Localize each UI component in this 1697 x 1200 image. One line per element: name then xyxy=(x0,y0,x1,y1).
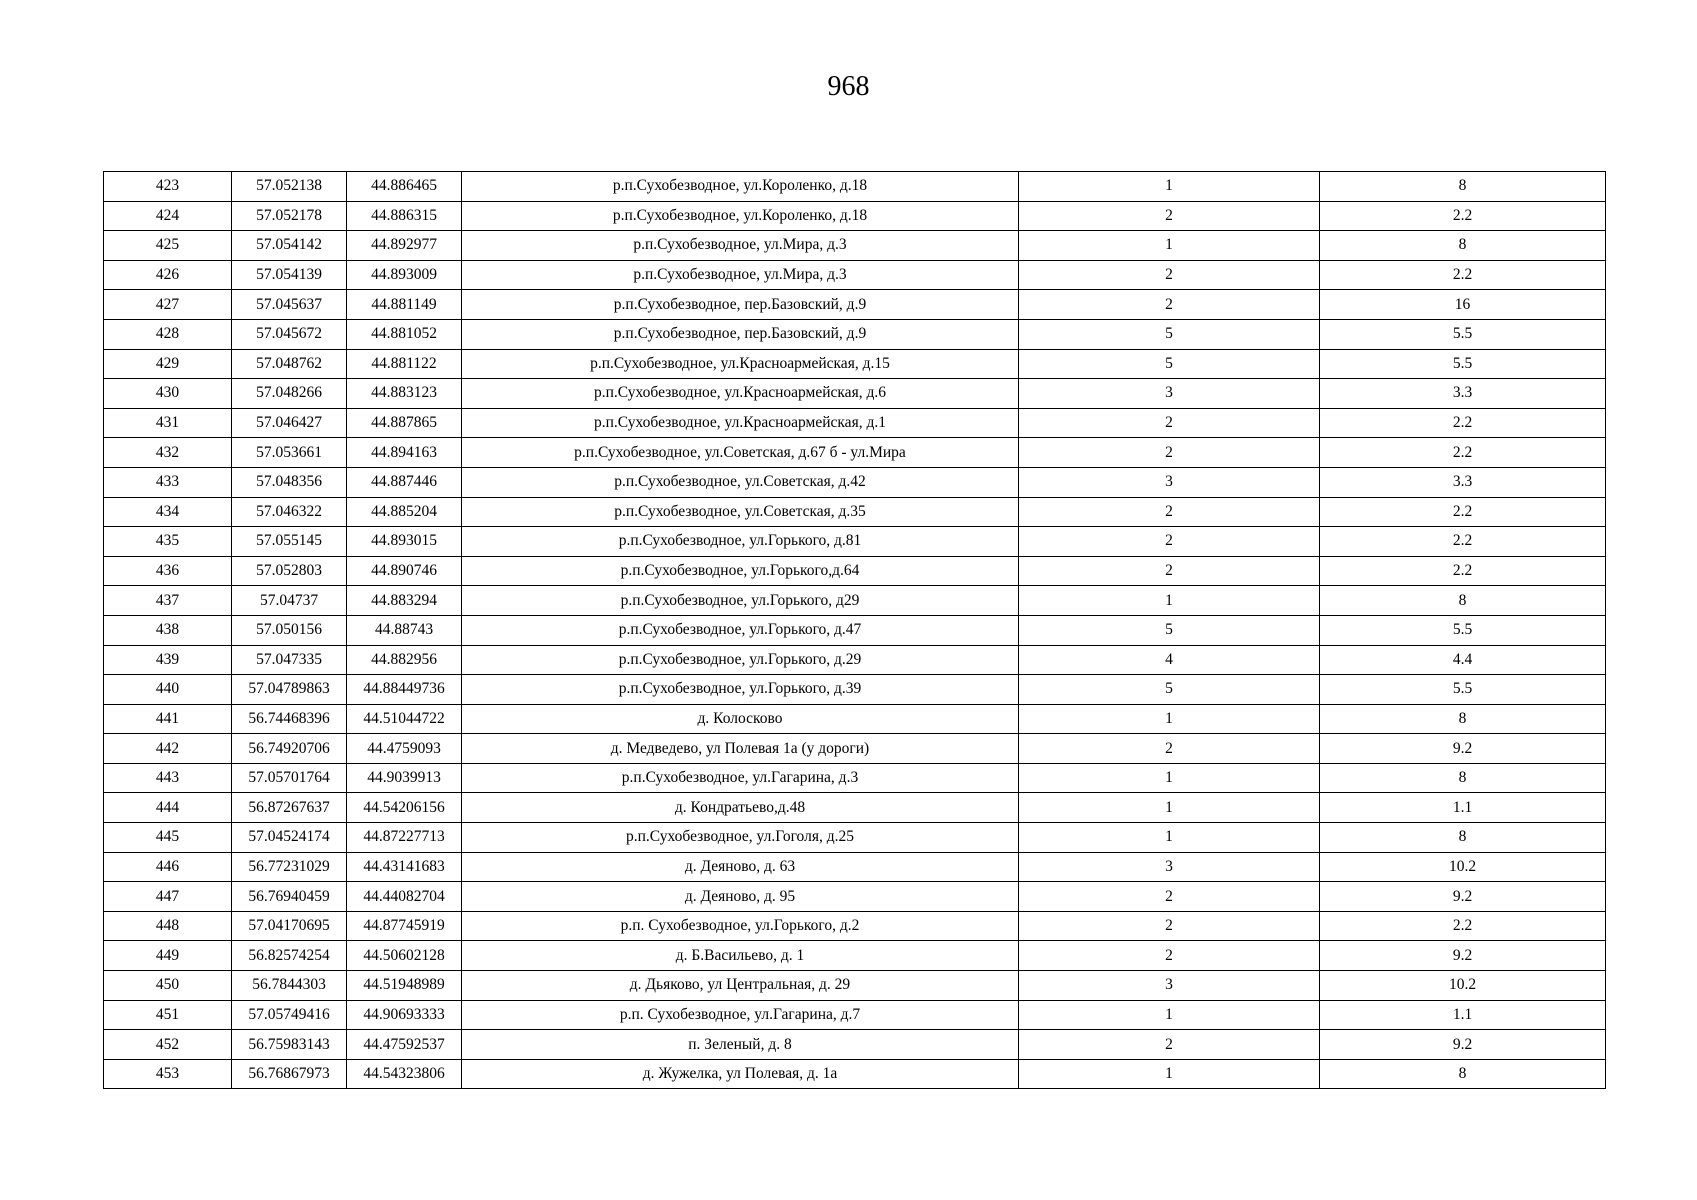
volume-cell: 2.2 xyxy=(1320,527,1606,557)
longitude-cell: 44.54323806 xyxy=(347,1059,462,1089)
count-cell: 2 xyxy=(1019,734,1320,764)
row-number-cell: 453 xyxy=(104,1059,232,1089)
address-cell: д. Медведево, ул Полевая 1а (у дороги) xyxy=(462,734,1019,764)
latitude-cell: 57.045672 xyxy=(232,319,347,349)
volume-cell: 10.2 xyxy=(1320,852,1606,882)
row-number-cell: 451 xyxy=(104,1000,232,1030)
row-number-cell: 450 xyxy=(104,971,232,1001)
longitude-cell: 44.890746 xyxy=(347,556,462,586)
row-number-cell: 444 xyxy=(104,793,232,823)
volume-cell: 3.3 xyxy=(1320,379,1606,409)
volume-cell: 9.2 xyxy=(1320,734,1606,764)
count-cell: 1 xyxy=(1019,231,1320,261)
table-row xyxy=(104,260,1606,290)
row-number-cell: 449 xyxy=(104,941,232,971)
volume-cell: 10.2 xyxy=(1320,971,1606,1001)
row-number-cell: 424 xyxy=(104,201,232,231)
longitude-cell: 44.883123 xyxy=(347,379,462,409)
table-row xyxy=(104,349,1606,379)
volume-cell: 9.2 xyxy=(1320,1030,1606,1060)
row-number-cell: 448 xyxy=(104,911,232,941)
table-row xyxy=(104,1030,1606,1060)
latitude-cell: 56.74468396 xyxy=(232,704,347,734)
address-cell: р.п.Сухобезводное, ул.Советская, д.35 xyxy=(462,497,1019,527)
count-cell: 2 xyxy=(1019,438,1320,468)
longitude-cell: 44.87227713 xyxy=(347,823,462,853)
volume-cell: 8 xyxy=(1320,704,1606,734)
address-cell: р.п. Сухобезводное, ул.Гагарина, д.7 xyxy=(462,1000,1019,1030)
address-cell: р.п. Сухобезводное, ул.Горького, д.2 xyxy=(462,911,1019,941)
latitude-cell: 57.050156 xyxy=(232,615,347,645)
count-cell: 1 xyxy=(1019,823,1320,853)
address-cell: р.п.Сухобезводное, ул.Гагарина, д.3 xyxy=(462,763,1019,793)
row-number-cell: 436 xyxy=(104,556,232,586)
latitude-cell: 56.74920706 xyxy=(232,734,347,764)
row-number-cell: 447 xyxy=(104,882,232,912)
volume-cell: 8 xyxy=(1320,1059,1606,1089)
row-number-cell: 442 xyxy=(104,734,232,764)
count-cell: 2 xyxy=(1019,911,1320,941)
row-number-cell: 433 xyxy=(104,467,232,497)
table-row xyxy=(104,1059,1606,1089)
latitude-cell: 57.055145 xyxy=(232,527,347,557)
latitude-cell: 57.054142 xyxy=(232,231,347,261)
latitude-cell: 57.05701764 xyxy=(232,763,347,793)
address-cell: р.п.Сухобезводное, ул.Горького, д.39 xyxy=(462,675,1019,705)
table-row xyxy=(104,379,1606,409)
count-cell: 2 xyxy=(1019,408,1320,438)
address-cell: р.п.Сухобезводное, ул.Горького, д.47 xyxy=(462,615,1019,645)
row-number-cell: 438 xyxy=(104,615,232,645)
latitude-cell: 57.04789863 xyxy=(232,675,347,705)
address-cell: р.п.Сухобезводное, ул.Короленко, д.18 xyxy=(462,172,1019,202)
longitude-cell: 44.893015 xyxy=(347,527,462,557)
volume-cell: 8 xyxy=(1320,823,1606,853)
count-cell: 5 xyxy=(1019,349,1320,379)
longitude-cell: 44.51044722 xyxy=(347,704,462,734)
latitude-cell: 57.047335 xyxy=(232,645,347,675)
longitude-cell: 44.4759093 xyxy=(347,734,462,764)
volume-cell: 8 xyxy=(1320,231,1606,261)
table-row xyxy=(104,882,1606,912)
row-number-cell: 429 xyxy=(104,349,232,379)
table-row xyxy=(104,467,1606,497)
count-cell: 1 xyxy=(1019,793,1320,823)
longitude-cell: 44.886465 xyxy=(347,172,462,202)
volume-cell: 2.2 xyxy=(1320,408,1606,438)
table-row xyxy=(104,319,1606,349)
address-cell: р.п.Сухобезводное, ул.Горького, д.29 xyxy=(462,645,1019,675)
volume-cell: 1.1 xyxy=(1320,793,1606,823)
row-number-cell: 431 xyxy=(104,408,232,438)
row-number-cell: 434 xyxy=(104,497,232,527)
longitude-cell: 44.882956 xyxy=(347,645,462,675)
table-row xyxy=(104,172,1606,202)
address-cell: р.п.Сухобезводное, ул.Короленко, д.18 xyxy=(462,201,1019,231)
count-cell: 1 xyxy=(1019,172,1320,202)
address-cell: р.п.Сухобезводное, ул.Советская, д.42 xyxy=(462,467,1019,497)
page-number: 968 xyxy=(827,71,870,102)
longitude-cell: 44.894163 xyxy=(347,438,462,468)
row-number-cell: 452 xyxy=(104,1030,232,1060)
latitude-cell: 57.052803 xyxy=(232,556,347,586)
address-cell: р.п.Сухобезводное, ул.Советская, д.67 б - ул.Мира xyxy=(462,438,1019,468)
table-row xyxy=(104,941,1606,971)
latitude-cell: 56.77231029 xyxy=(232,852,347,882)
volume-cell: 2.2 xyxy=(1320,201,1606,231)
address-cell: р.п.Сухобезводное, ул.Красноармейская, д.1 xyxy=(462,408,1019,438)
latitude-cell: 57.052178 xyxy=(232,201,347,231)
longitude-cell: 44.9039913 xyxy=(347,763,462,793)
longitude-cell: 44.90693333 xyxy=(347,1000,462,1030)
row-number-cell: 426 xyxy=(104,260,232,290)
address-cell: р.п.Сухобезводное, ул.Гоголя, д.25 xyxy=(462,823,1019,853)
table-row xyxy=(104,704,1606,734)
table-row xyxy=(104,734,1606,764)
address-cell: п. Зеленый, д. 8 xyxy=(462,1030,1019,1060)
data-table xyxy=(103,171,1606,1089)
row-number-cell: 423 xyxy=(104,172,232,202)
volume-cell: 9.2 xyxy=(1320,882,1606,912)
table-row xyxy=(104,911,1606,941)
longitude-cell: 44.885204 xyxy=(347,497,462,527)
address-cell: р.п.Сухобезводное, ул.Мира, д.3 xyxy=(462,260,1019,290)
table-row xyxy=(104,615,1606,645)
count-cell: 1 xyxy=(1019,1000,1320,1030)
longitude-cell: 44.50602128 xyxy=(347,941,462,971)
address-cell: д. Деяново, д. 63 xyxy=(462,852,1019,882)
latitude-cell: 57.048762 xyxy=(232,349,347,379)
address-cell: р.п.Сухобезводное, пер.Базовский, д.9 xyxy=(462,290,1019,320)
count-cell: 2 xyxy=(1019,260,1320,290)
count-cell: 2 xyxy=(1019,882,1320,912)
count-cell: 1 xyxy=(1019,1059,1320,1089)
longitude-cell: 44.88449736 xyxy=(347,675,462,705)
longitude-cell: 44.883294 xyxy=(347,586,462,616)
latitude-cell: 57.054139 xyxy=(232,260,347,290)
longitude-cell: 44.881052 xyxy=(347,319,462,349)
latitude-cell: 57.048356 xyxy=(232,467,347,497)
address-cell: р.п.Сухобезводное, пер.Базовский, д.9 xyxy=(462,319,1019,349)
count-cell: 1 xyxy=(1019,586,1320,616)
volume-cell: 9.2 xyxy=(1320,941,1606,971)
volume-cell: 5.5 xyxy=(1320,675,1606,705)
address-cell: р.п.Сухобезводное, ул.Мира, д.3 xyxy=(462,231,1019,261)
table-row xyxy=(104,675,1606,705)
latitude-cell: 57.05749416 xyxy=(232,1000,347,1030)
count-cell: 2 xyxy=(1019,527,1320,557)
volume-cell: 8 xyxy=(1320,586,1606,616)
address-cell: р.п.Сухобезводное, ул.Горького, д.81 xyxy=(462,527,1019,557)
volume-cell: 5.5 xyxy=(1320,349,1606,379)
address-cell: д. Деяново, д. 95 xyxy=(462,882,1019,912)
longitude-cell: 44.88743 xyxy=(347,615,462,645)
table-row xyxy=(104,527,1606,557)
row-number-cell: 440 xyxy=(104,675,232,705)
table-row xyxy=(104,497,1606,527)
row-number-cell: 437 xyxy=(104,586,232,616)
count-cell: 5 xyxy=(1019,675,1320,705)
latitude-cell: 57.053661 xyxy=(232,438,347,468)
volume-cell: 3.3 xyxy=(1320,467,1606,497)
table-row xyxy=(104,645,1606,675)
volume-cell: 2.2 xyxy=(1320,911,1606,941)
row-number-cell: 425 xyxy=(104,231,232,261)
latitude-cell: 57.045637 xyxy=(232,290,347,320)
latitude-cell: 56.76940459 xyxy=(232,882,347,912)
longitude-cell: 44.881149 xyxy=(347,290,462,320)
count-cell: 2 xyxy=(1019,556,1320,586)
address-cell: д. Дьяково, ул Центральная, д. 29 xyxy=(462,971,1019,1001)
longitude-cell: 44.893009 xyxy=(347,260,462,290)
table-row xyxy=(104,1000,1606,1030)
volume-cell: 5.5 xyxy=(1320,615,1606,645)
latitude-cell: 57.046427 xyxy=(232,408,347,438)
count-cell: 1 xyxy=(1019,704,1320,734)
latitude-cell: 57.04737 xyxy=(232,586,347,616)
volume-cell: 2.2 xyxy=(1320,497,1606,527)
count-cell: 5 xyxy=(1019,319,1320,349)
volume-cell: 8 xyxy=(1320,172,1606,202)
count-cell: 1 xyxy=(1019,763,1320,793)
volume-cell: 4.4 xyxy=(1320,645,1606,675)
table-row xyxy=(104,231,1606,261)
longitude-cell: 44.892977 xyxy=(347,231,462,261)
table-row xyxy=(104,201,1606,231)
longitude-cell: 44.47592537 xyxy=(347,1030,462,1060)
count-cell: 2 xyxy=(1019,201,1320,231)
longitude-cell: 44.43141683 xyxy=(347,852,462,882)
address-cell: д. Жужелка, ул Полевая, д. 1а xyxy=(462,1059,1019,1089)
latitude-cell: 56.75983143 xyxy=(232,1030,347,1060)
address-cell: д. Кондратьево,д.48 xyxy=(462,793,1019,823)
count-cell: 3 xyxy=(1019,971,1320,1001)
volume-cell: 2.2 xyxy=(1320,260,1606,290)
volume-cell: 2.2 xyxy=(1320,556,1606,586)
latitude-cell: 56.82574254 xyxy=(232,941,347,971)
table-row xyxy=(104,438,1606,468)
longitude-cell: 44.886315 xyxy=(347,201,462,231)
table-row xyxy=(104,852,1606,882)
address-cell: д. Колосково xyxy=(462,704,1019,734)
count-cell: 2 xyxy=(1019,290,1320,320)
count-cell: 2 xyxy=(1019,941,1320,971)
volume-cell: 2.2 xyxy=(1320,438,1606,468)
address-cell: р.п.Сухобезводное, ул.Горького,д.64 xyxy=(462,556,1019,586)
count-cell: 3 xyxy=(1019,467,1320,497)
table-row xyxy=(104,408,1606,438)
row-number-cell: 446 xyxy=(104,852,232,882)
row-number-cell: 432 xyxy=(104,438,232,468)
count-cell: 2 xyxy=(1019,497,1320,527)
table-row xyxy=(104,586,1606,616)
count-cell: 5 xyxy=(1019,615,1320,645)
longitude-cell: 44.881122 xyxy=(347,349,462,379)
volume-cell: 1.1 xyxy=(1320,1000,1606,1030)
longitude-cell: 44.87745919 xyxy=(347,911,462,941)
address-cell: р.п.Сухобезводное, ул.Горького, д29 xyxy=(462,586,1019,616)
latitude-cell: 57.046322 xyxy=(232,497,347,527)
table-body xyxy=(104,172,1606,1089)
address-cell: д. Б.Васильево, д. 1 xyxy=(462,941,1019,971)
row-number-cell: 430 xyxy=(104,379,232,409)
table-row xyxy=(104,971,1606,1001)
latitude-cell: 56.87267637 xyxy=(232,793,347,823)
longitude-cell: 44.44082704 xyxy=(347,882,462,912)
table-row xyxy=(104,290,1606,320)
table-row xyxy=(104,763,1606,793)
latitude-cell: 57.052138 xyxy=(232,172,347,202)
volume-cell: 5.5 xyxy=(1320,319,1606,349)
latitude-cell: 57.048266 xyxy=(232,379,347,409)
volume-cell: 8 xyxy=(1320,763,1606,793)
longitude-cell: 44.54206156 xyxy=(347,793,462,823)
volume-cell: 16 xyxy=(1320,290,1606,320)
count-cell: 3 xyxy=(1019,379,1320,409)
row-number-cell: 439 xyxy=(104,645,232,675)
table-row xyxy=(104,556,1606,586)
longitude-cell: 44.887865 xyxy=(347,408,462,438)
row-number-cell: 435 xyxy=(104,527,232,557)
row-number-cell: 445 xyxy=(104,823,232,853)
latitude-cell: 56.7844303 xyxy=(232,971,347,1001)
latitude-cell: 56.76867973 xyxy=(232,1059,347,1089)
latitude-cell: 57.04170695 xyxy=(232,911,347,941)
row-number-cell: 427 xyxy=(104,290,232,320)
address-cell: р.п.Сухобезводное, ул.Красноармейская, д.6 xyxy=(462,379,1019,409)
table-row xyxy=(104,793,1606,823)
row-number-cell: 441 xyxy=(104,704,232,734)
table-row xyxy=(104,823,1606,853)
row-number-cell: 443 xyxy=(104,763,232,793)
row-number-cell: 428 xyxy=(104,319,232,349)
count-cell: 4 xyxy=(1019,645,1320,675)
count-cell: 2 xyxy=(1019,1030,1320,1060)
longitude-cell: 44.887446 xyxy=(347,467,462,497)
latitude-cell: 57.04524174 xyxy=(232,823,347,853)
count-cell: 3 xyxy=(1019,852,1320,882)
longitude-cell: 44.51948989 xyxy=(347,971,462,1001)
address-cell: р.п.Сухобезводное, ул.Красноармейская, д.15 xyxy=(462,349,1019,379)
